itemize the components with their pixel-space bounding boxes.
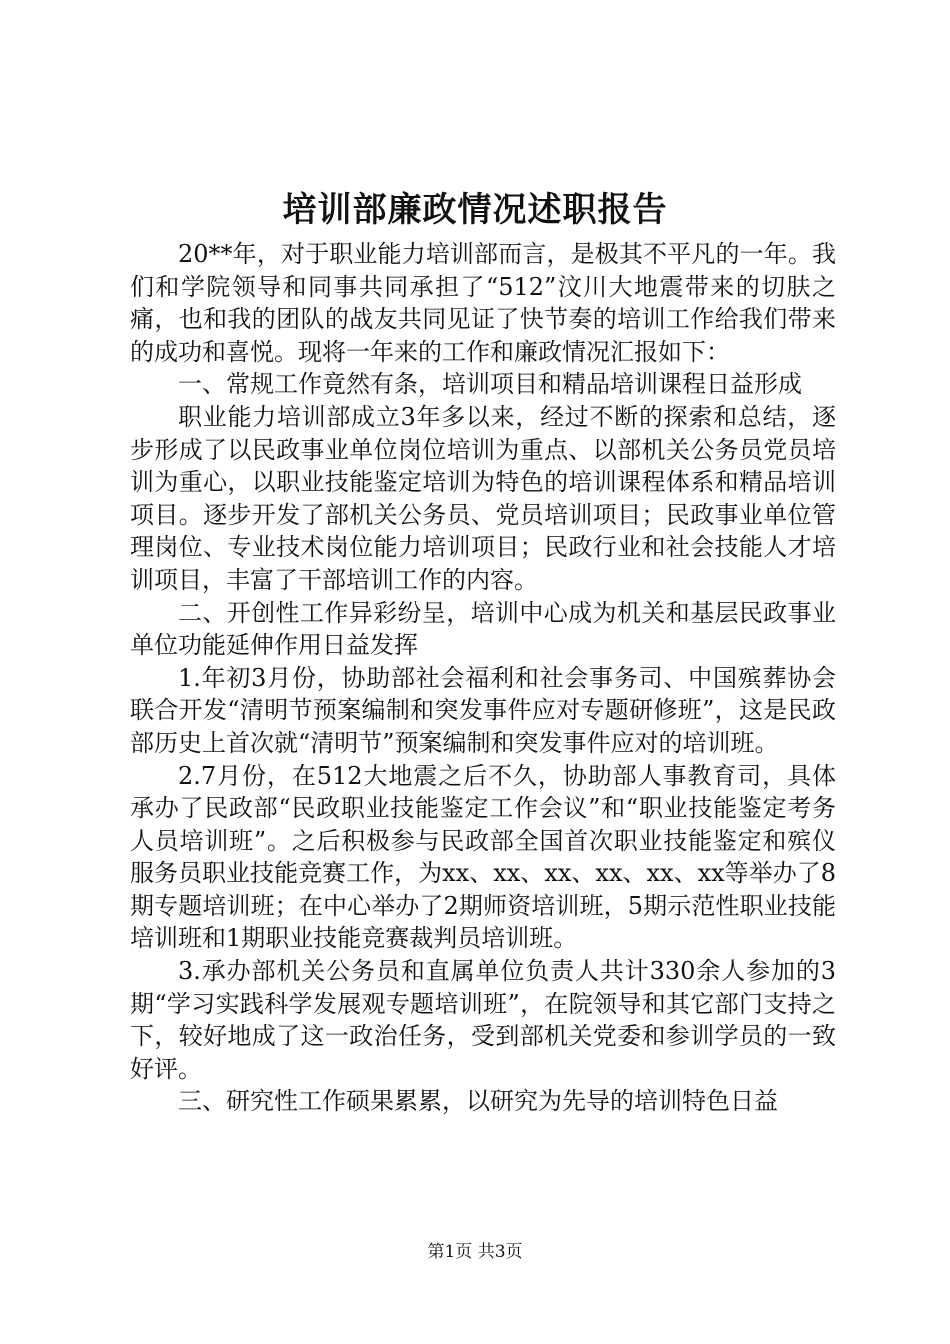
section-heading-3: 三、研究性工作硕果累累，以研究为先导的培训特色日益 <box>178 1087 778 1116</box>
section-heading-2: 二、开创性工作异彩纷呈，培训中心成为机关和基层民政事业单位功能延伸作用日益发挥 <box>130 598 836 660</box>
document-title: 培训部廉政情况述职报告 <box>282 190 668 230</box>
list-item-3: 3.承办部机关公务员和直属单位负责人共计330余人参加的3期“学习实践科学发展观专题培训班”，在院领导和其它部门支持之下，较好地成了这一政治任务，受到部机关党委和参训学员的一致好评。 <box>130 957 836 1083</box>
paragraph-section-1: 职业能力培训部成立3年多以来，经过不断的探索和总结，逐步形成了以民政事业单位岗位培训为重点、以部机关公务员党员培训为重心，以职业技能鉴定培训为特色的培训课程体系和精品培训项目。逐步开发了部机关公务员、党员培训项目；民政事业单位管理岗位、专业技术岗位能力培训项目；民政行业和社会技能人才培训项目，丰富了干部培训工作的内容。 <box>130 402 836 594</box>
list-item-1: 1.年初3月份，协助部社会福利和社会事务司、中国殡葬协会联合开发“清明节预案编制和突发事件应对专题研修班”，这是民政部历史上首次就“清明节”预案编制和突发事件应对的培训班。 <box>130 663 836 757</box>
paragraph-intro: 20**年，对于职业能力培训部而言，是极其不平凡的一年。我们和学院领导和同事共同承担了“512”汶川大地震带来的切肤之痛，也和我的团队的战友共同见证了快节奏的培训工作给我们带来的成功和喜悦。现将一年来的工作和廉政情况汇报如下： <box>130 240 836 366</box>
list-item-2: 2.7月份，在512大地震之后不久，协助部人事教育司，具体承办了民政部“民政职业技能鉴定工作会议”和“职业技能鉴定考务人员培训班”。之后积极参与民政部全国首次职业技能鉴定和殡仪服务员职业技能竞赛工作，为xx、xx、xx、xx、xx、xx等举办了8期专题培训班；在中心举办了2期师资培训班，5期示范性职业技能培训班和1期职业技能竞赛裁判员培训班。 <box>130 761 836 953</box>
page-footer: 第1页 共3页 <box>427 1242 523 1262</box>
section-heading-1: 一、常规工作竟然有条，培训项目和精品培训课程日益形成 <box>178 370 802 399</box>
document-body <box>130 238 836 1118</box>
